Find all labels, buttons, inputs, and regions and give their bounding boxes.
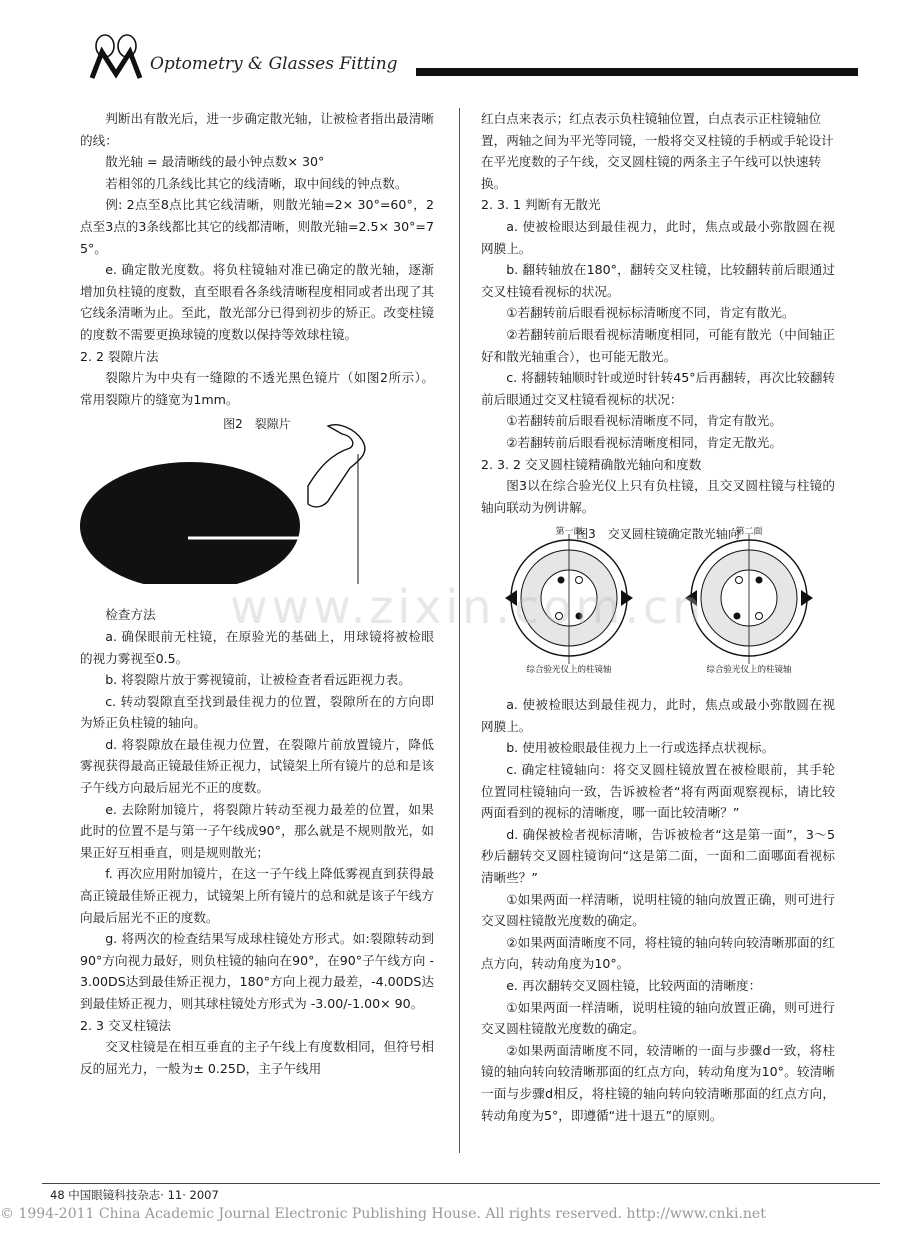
body-paragraph: ②若翻转前后眼看视标清晰度相同，可能有散光（中间轴正好和散光轴重合），也可能无散光。 [481, 326, 835, 364]
body-paragraph: 图3以在综合验光仪上只有负柱镜，且交叉圆柱镜与柱镜的轴向联动为例讲解。 [481, 478, 835, 515]
watermark: www.zixin.com.cn [230, 580, 706, 634]
body-paragraph: ①若翻转前后眼看视标标清晰度不同，肯定有散光。 [506, 305, 795, 321]
body-paragraph: 散光轴 = 最清晰线的最小钟点数× 30° [105, 154, 325, 170]
journal-title: Optometry & Glasses Fitting [150, 54, 398, 74]
body-paragraph: 检查方法 [105, 607, 156, 623]
body-paragraph: 交叉柱镜是在相互垂直的主子午线上有度数相同，但符号相反的屈光力，一般为± 0.25D，主子午线用 [80, 1039, 434, 1076]
body-paragraph: ①如果两面一样清晰，说明柱镜的轴向放置正确，则可进行交叉圆柱镜散光度数的确定。 [481, 891, 835, 929]
fig3-axis-right: 综合验光仪上的柱镜轴 [706, 665, 792, 675]
section-heading: 2. 3 交叉柱镜法 [80, 1017, 172, 1033]
lens-handle [308, 425, 365, 507]
fig3-label-second: 第二面 [735, 527, 763, 538]
body-paragraph: b. 使用被检眼最佳视力上一行或选择点状视标。 [506, 740, 775, 756]
body-paragraph: b. 将裂隙片放于雾视镜前，让被检查者看远距视力表。 [105, 672, 411, 688]
body-paragraph: a. 确保眼前无柱镜，在原验光的基础上，用球镜将被检眼的视力雾视至0.5。 [80, 628, 434, 666]
page-header [88, 28, 860, 84]
body-paragraph: 判断出有散光后，进一步确定散光轴，让被检者指出最清晰的线： [80, 111, 434, 148]
left-text-a [80, 108, 434, 410]
journal-logo [88, 30, 144, 82]
section-heading: 红白点来表示；红点表示负柱镜轴位置，白点表示正柱镜轴位置，两轴之间为平光等同镜，一般将交叉柱镜的手柄或手轮设计在平光度数的子午线，交叉圆柱镜的两条主子午线可以快速转换。 [481, 111, 834, 191]
footer-copyright: © 1994-2011 China Academic Journal Electronic Publishing House. All rights reserved. http://www.cnki.net [0, 1206, 766, 1222]
fig3-label-first: 第一面 [555, 527, 583, 538]
slit-lens-illustration [80, 414, 434, 584]
fig3-caption: 图3 交叉圆柱镜确定散光轴向 [576, 527, 740, 542]
body-paragraph: 裂隙片为中央有一缝隙的不透光黑色镜片（如图2所示）。常用裂隙片的缝宽为1mm。 [80, 370, 434, 407]
body-paragraph: c. 转动裂隙直至找到最佳视力的位置，裂隙所在的方向即为矫正负柱镜的轴向。 [80, 693, 434, 731]
body-paragraph: c. 确定柱镜轴向：将交叉圆柱镜放置在被检眼前，其手轮位置同柱镜轴向一致，告诉被检者“将有两面观察视标，请比较两面看到的视标的清晰度，哪一面比较清晰？” [481, 762, 835, 821]
figure-2 [80, 414, 434, 604]
body-paragraph: f. 再次应用附加镜片，在这一子午线上降低雾视直到获得最高正镜最佳矫正视力，试镜架上所有镜片的总和就是该子午线方向最后屈光不正的度数。 [80, 866, 434, 925]
body-paragraph: ①如果两面一样清晰，说明柱镜的轴向放置正确，则可进行交叉圆柱镜散光度数的确定。 [481, 999, 835, 1037]
body-paragraph: ②若翻转前后眼看视标清晰度相同，肯定无散光。 [506, 434, 782, 450]
section-heading: 2. 3. 1 判断有无散光 [481, 197, 601, 213]
body-paragraph: ①若翻转前后眼看视标清晰度不同，肯定有散光。 [506, 413, 782, 429]
body-paragraph: d. 确保被检者视标清晰，告诉被检者“这是第一面”，3～5秒后翻转交叉圆柱镜询问“这是第二面，一面和二面哪面看视标清晰些？” [481, 826, 835, 886]
fig3-axis-left: 综合验光仪上的柱镜轴 [526, 665, 612, 675]
body-paragraph: ②如果两面清晰度不同，将柱镜的轴向转向较清晰那面的红点方向，转动角度为10°。 [481, 934, 835, 972]
body-paragraph: c. 将翻转轴顺时针或逆时针转45°后再翻转，再次比较翻转前后眼通过交叉柱镜看视标的状况： [481, 370, 835, 407]
slit-lens-disc [80, 462, 300, 584]
body-paragraph: a. 使被检眼达到最佳视力，此时，焦点或最小弥散圆在视网膜上。 [481, 697, 835, 734]
body-paragraph: g. 将两次的检查结果写成球柱镜处方形式。如:裂隙转动到90°方向视力最好，则负柱镜的轴向在90°，在90°子午线方向 -3.00DS达到最佳矫正视力，180°方向上视力最差，-4.00DS达到最佳矫正视力，则其球柱镜处方形式为 -3.00/-1.00× 90。 [80, 931, 434, 1011]
fig2-caption: 图2 裂隙片 [223, 417, 291, 432]
body-paragraph: 若相邻的几条线比其它的线清晰，取中间线的钟点数。 [105, 175, 408, 191]
footer-rule [42, 1183, 880, 1184]
body-paragraph: d. 将裂隙放在最佳视力位置，在裂隙片前放置镜片，降低雾视获得最高正镜最佳矫正视力，试镜架上所有镜片的总和是该子午线方向最后屈光不正的度数。 [80, 736, 434, 796]
body-paragraph: b. 翻转轴放在180°，翻转交叉柱镜，比较翻转前后眼通过交叉柱镜看视标的状况。 [481, 262, 835, 299]
section-heading: 2. 2 裂隙片法 [80, 348, 159, 364]
right-text-b [481, 694, 835, 1126]
footer-page-info: 48 中国眼镜科技杂志· 11· 2007 [50, 1188, 219, 1202]
body-paragraph: ②如果两面清晰度不同，较清晰的一面与步骤d一致，将柱镜的轴向转向较清晰那面的红点方向，转动角度为10°。较清晰一面与步骤d相反，将柱镜的轴向转向较清晰那面的红点方向，转动角度为5°，即遵循“进十退五”的原则。 [481, 1042, 835, 1123]
body-paragraph: e. 去除附加镜片，将裂隙片转动至视力最差的位置，如果此时的位置不是与第一子午线成90°，那么就是不规则散光，如果正好互相垂直，则是规则散光； [80, 801, 434, 860]
body-paragraph: e. 再次翻转交叉圆柱镜，比较两面的清晰度： [506, 978, 762, 993]
header-bar [416, 68, 858, 76]
left-text-b [80, 604, 434, 1079]
body-paragraph: a. 使被检眼达到最佳视力，此时，焦点或最小弥散圆在视网膜上。 [481, 218, 835, 256]
right-text-a [481, 108, 835, 518]
body-paragraph: 例: 2点至8点比其它线清晰，则散光轴=2× 30°=60°，2点至3点的3条线都比其它的线都清晰，则散光轴=2.5× 30°=75°。 [80, 197, 434, 256]
section-heading: 2. 3. 2 交叉圆柱镜精确散光轴向和度数 [481, 456, 702, 472]
body-paragraph: e. 确定散光度数。将负柱镜轴对准已确定的散光轴，逐渐增加负柱镜的度数，直至眼看各条线清晰程度相同或者出现了其它线条清晰为止。至此，散光部分已得到初步的矫正。改变柱镜的度数不需要更换球镜的度数以保持等效球柱镜。 [80, 262, 434, 342]
